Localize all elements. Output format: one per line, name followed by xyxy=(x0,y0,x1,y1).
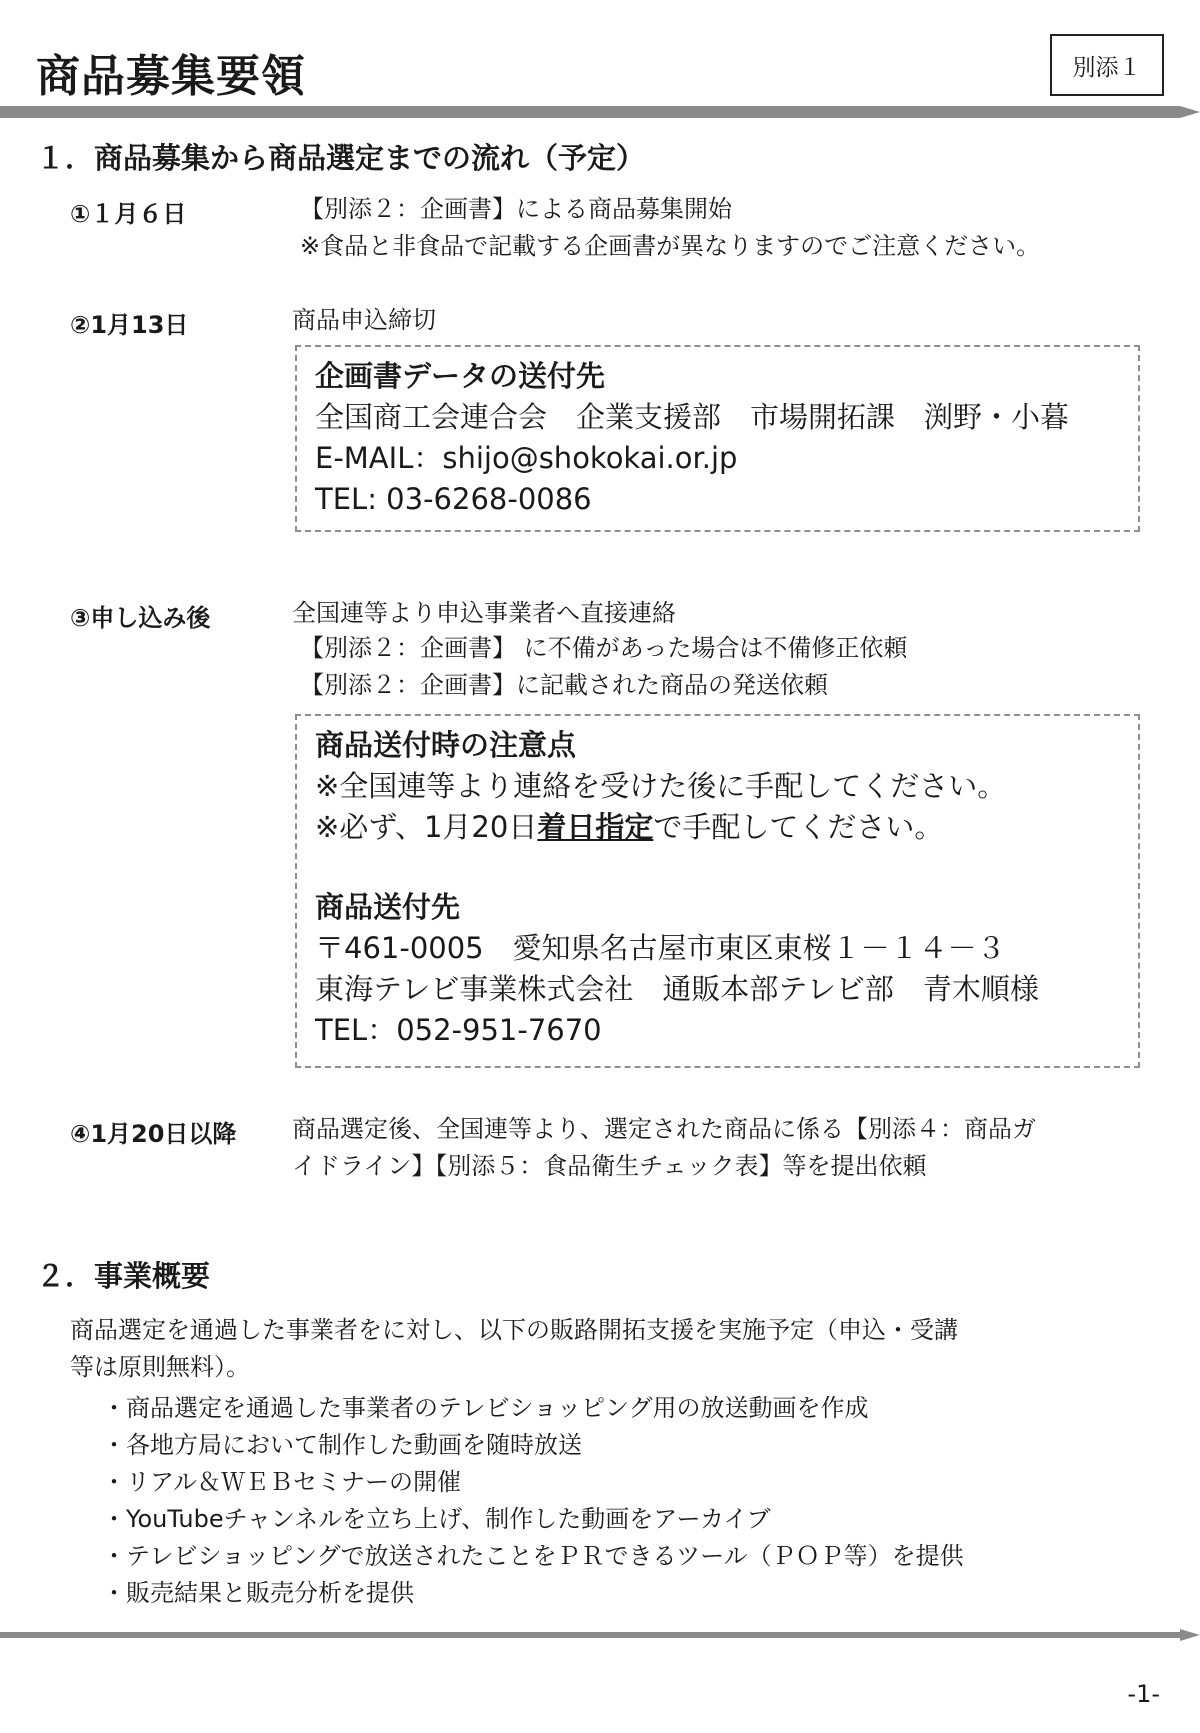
bullet-item: ・テレビショッピングで放送されたことをＰＲできるツール（ＰＯＰ等）を提供 xyxy=(102,1542,964,1570)
step4-label: ④1月20日以降 xyxy=(70,1120,237,1148)
shipping-note-1: ※全国連等より連絡を受けた後に手配してください。 xyxy=(315,769,1007,803)
step1-line-2: ※食品と非食品で記載する企画書が異なりますのでご注意ください。 xyxy=(300,232,1041,260)
shipping-address-line-2: 東海テレビ事業株式会社 通販本部テレビ部 青木順様 xyxy=(315,972,1039,1006)
shipping-address-line-1: 〒461-0005 愛知県名古屋市東区東桜１－１４－３ xyxy=(315,931,1006,965)
attachment-badge: 別添１ xyxy=(1050,34,1164,96)
bullet-item: ・商品選定を通過した事業者のテレビショッピング用の放送動画を作成 xyxy=(102,1394,869,1422)
step1-line-1: 【別添２：企画書】による商品募集開始 xyxy=(300,195,732,223)
page-title: 商品募集要領 xyxy=(36,51,306,102)
shipping-address-tel: TEL：052-951-7670 xyxy=(315,1013,602,1047)
step1-label: ①１月６日 xyxy=(70,200,187,228)
step3-label: ③申し込み後 xyxy=(70,604,211,632)
submission-box-email: E-MAIL：shijo@shokokai.or.jp xyxy=(315,441,738,475)
arrival-date-emphasis: 着日指定 xyxy=(537,810,654,844)
section2-intro-1: 商品選定を通過した事業者をに対し、以下の販路開拓支援を実施予定（申込・受講 xyxy=(70,1316,958,1344)
shipping-notes-title: 商品送付時の注意点 xyxy=(315,728,577,762)
step3-line-3: 【別添２：企画書】に記載された商品の発送依頼 xyxy=(300,671,828,699)
shipping-notes-box xyxy=(295,714,1140,1068)
section2-intro-2: 等は原則無料）。 xyxy=(70,1353,250,1381)
shipping-note-2-pre: ※必ず、1月20日 xyxy=(315,810,538,844)
step3-line-2: 【別添２：企画書】 に不備があった場合は不備修正依頼 xyxy=(300,634,908,662)
page-number: -1- xyxy=(1127,1680,1160,1708)
step4-line-1: 商品選定後、全国連等より、選定された商品に係る【別添４：商品ガ xyxy=(292,1115,1036,1143)
bullet-item: ・各地方局において制作した動画を随時放送 xyxy=(102,1431,582,1459)
section2-heading: ２．事業概要 xyxy=(36,1259,211,1293)
submission-contact-box xyxy=(295,345,1140,532)
submission-box-org: 全国商工会連合会 企業支援部 市場開拓課 渕野・小暮 xyxy=(315,400,1070,434)
section1-heading: １．商品募集から商品選定までの流れ（予定） xyxy=(36,141,646,175)
submission-box-tel: TEL: 03-6268-0086 xyxy=(315,482,592,516)
step3-line-1: 全国連等より申込事業者へ直接連絡 xyxy=(292,599,676,627)
submission-box-title: 企画書データの送付先 xyxy=(315,359,606,393)
bullet-item: ・販売結果と販売分析を提供 xyxy=(102,1579,414,1607)
shipping-note-2-post: で手配してください。 xyxy=(653,810,944,844)
bullet-item: ・リアル＆ＷＥＢセミナーの開催 xyxy=(102,1468,462,1496)
shipping-address-title: 商品送付先 xyxy=(315,890,461,924)
bullet-item: ・YouTubeチャンネルを立ち上げ、制作した動画をアーカイブ xyxy=(102,1505,771,1533)
step2-label: ②1月13日 xyxy=(70,311,189,339)
step4-line-2: イドライン】【別添５：食品衛生チェック表】等を提出依頼 xyxy=(292,1152,927,1180)
shipping-note-2 xyxy=(315,807,1120,848)
step2-line: 商品申込締切 xyxy=(292,306,436,334)
